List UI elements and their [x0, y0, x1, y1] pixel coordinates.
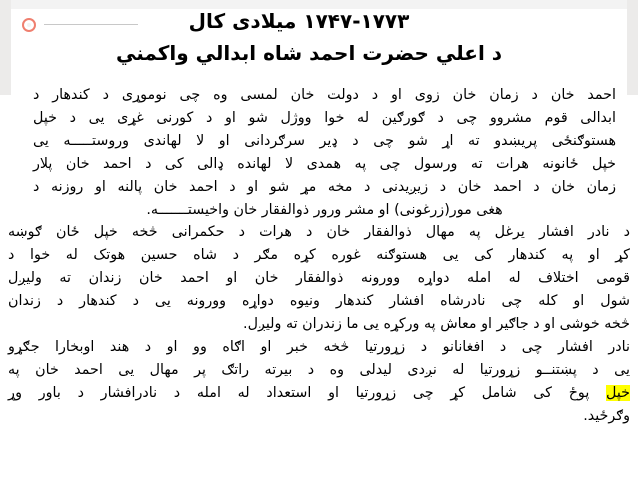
text-line: خپل ځانونه هرات ته ورسول چی په همدی لا لهانده ډالی کی د احمد خان پلار	[33, 155, 616, 172]
text-line: هستوګنځی پریښدو ته اړ شو چی د ډیر سرګردانی او لا لهاندی وروستـــــه یی	[33, 132, 616, 149]
text-line-highlighted: خپل پوځ کی شامل کړ چی زړورتیا او استعداد له امله د نادرافشار د باور وړ	[8, 384, 630, 401]
text-line: احمد خان د زمان خان زوی او د دولت خان لمسی وه چی نوموړی د کندهار د	[33, 87, 616, 103]
text-line: شول او کله چی نادرشاه افشار کندهار ونیوه دواړه وورونه یی د کندهار د زندان	[8, 293, 630, 310]
text-line: د نادر افشار یرغل په مهال ذوالفقار خان د هرات د حکمرانی څخه خپل ځان ګوښه	[8, 224, 630, 241]
slide-body	[8, 84, 630, 428]
text-line: څخه خوشی او د جاګیر او معاش په ورکړه یی ما زندران ته ولیږل.	[243, 316, 630, 333]
text-line: کړ او په کندهار کی یی هستوګنه غوره کړه مګر د شاه حسین هوتک له خوا د	[8, 247, 630, 264]
text-line: قومی اختلاف له امله دواړه وورونه ذوالفقار خان او احمد خان زندان ته ولیږل	[8, 270, 630, 287]
text-line: وګرځید.	[583, 407, 630, 424]
paragraph-2	[8, 221, 630, 336]
text-line: ابدالی قوم مشروو چی د ګورګین له خوا ووژل شو او د کورنی غړی یی د خپل	[33, 109, 616, 126]
slide-title-heading: د اعلي حضرت احمد شاه ابدالي واکمني	[115, 41, 503, 65]
highlighted-word: خپل	[606, 384, 630, 401]
text-line: نادر افشار چی د افغانانو د زړورتیا څخه خبر او اګاه وو او د هند اوبخارا جګړو	[8, 338, 630, 355]
paragraph-1	[8, 84, 630, 221]
text-line: یی د پښتنــو زړورتیا له نږدی لیدلی وه د بیرته راتګ پر مهال یی احمد خان په	[8, 361, 630, 378]
slide-title-years: ۱۷۴۷-۱۷۷۳ میلادی کال	[188, 9, 410, 33]
text-line: هغی مور(زرغونی) او مشر ورور ذوالفقار خان واخیستـــــــه.	[146, 201, 503, 218]
text-line: زمان خان د احمد خان د زیږیدنی د مخه مړ شو او د احمد خان پالنه او روزنه د	[33, 178, 616, 195]
paragraph-3	[8, 336, 630, 428]
